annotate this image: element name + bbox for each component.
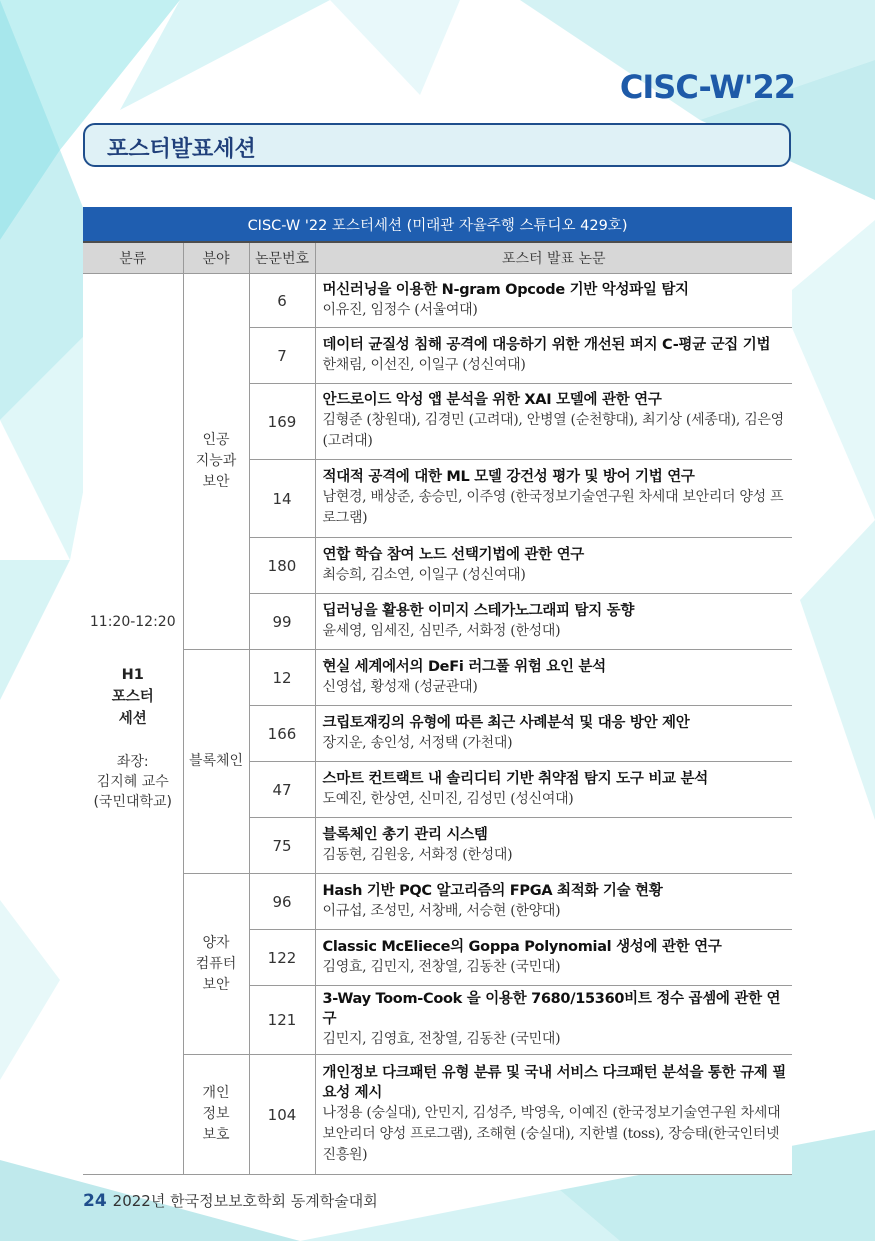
paper-title: 3-Way Toom-Cook 을 이용한 7680/15360비트 정수 곱셈에 관한 연구 <box>322 991 781 1027</box>
paper-cell <box>315 594 792 650</box>
table-row <box>83 1055 792 1175</box>
paper-authors: 도예진, 한상연, 신미진, 김성민 (성신여대) <box>322 790 574 807</box>
paper-title: 스마트 컨트랙트 내 솔리디티 기반 취약점 탐지 도구 비교 분석 <box>322 770 708 787</box>
paper-number: 104 <box>249 1055 315 1175</box>
paper-cell <box>315 274 792 328</box>
footer-text: 2022년 한국정보보호학회 동계학술대회 <box>112 1192 378 1210</box>
field-ai-security: 인공 지능과 보안 <box>183 274 249 650</box>
paper-authors: 한채림, 이선진, 이일구 (성신여대) <box>322 356 526 373</box>
paper-authors: 나정용 (숭실대), 안민지, 김성주, 박영욱, 이예진 (한국정보기술연구원 차세대 보안리더 양성 프로그램), 조해현 (숭실대), 지한별 (toss), 장승태(한국인터넷진흥원) <box>322 1104 781 1163</box>
paper-authors: 남현경, 배상준, 송승민, 이주영 (한국정보기술연구원 차세대 보안리더 양성 프로그램) <box>322 489 784 526</box>
paper-number: 6 <box>249 274 315 328</box>
paper-title: 데이터 균질성 침해 공격에 대응하기 위한 개선된 퍼지 C-평균 군집 기법 <box>322 336 771 353</box>
paper-authors: 최승희, 김소연, 이일구 (성신여대) <box>322 566 526 583</box>
paper-title: 머신러닝을 이용한 N-gram Opcode 기반 악성파일 탐지 <box>322 281 689 298</box>
paper-number: 121 <box>249 986 315 1055</box>
paper-cell <box>315 874 792 930</box>
paper-authors: 김민지, 김영효, 전창열, 김동찬 (국민대) <box>322 1031 561 1047</box>
paper-authors: 김영효, 김민지, 전창열, 김동찬 (국민대) <box>322 958 561 975</box>
paper-authors: 신영섭, 황성재 (성균관대) <box>322 678 478 695</box>
field-privacy: 개인 정보 보호 <box>183 1055 249 1175</box>
table-header <box>83 242 792 274</box>
paper-number: 180 <box>249 538 315 594</box>
paper-cell <box>315 384 792 460</box>
section-title-box <box>83 123 791 167</box>
paper-title: 블록체인 총기 관리 시스템 <box>322 826 488 843</box>
paper-number: 169 <box>249 384 315 460</box>
col-paper: 포스터 발표 논문 <box>315 242 792 274</box>
paper-title: 딥러닝을 활용한 이미지 스테가노그래피 탐지 동향 <box>322 602 635 619</box>
table-row <box>83 650 792 706</box>
page-footer <box>83 1190 378 1211</box>
paper-cell <box>315 460 792 538</box>
paper-authors: 김형준 (창원대), 김경민 (고려대), 안병열 (순천향대), 최기상 (세종대), 김은영 (고려대) <box>322 412 784 449</box>
table-row <box>83 274 792 328</box>
paper-authors: 이유진, 임정수 (서울여대) <box>322 301 478 318</box>
session-banner: CISC-W '22 포스터세션 (미래관 자율주행 스튜디오 429호) <box>83 207 792 242</box>
paper-title: 안드로이드 악성 앱 분석을 위한 XAI 모델에 관한 연구 <box>322 392 662 408</box>
session-name: H1 포스터 세션 <box>111 667 154 727</box>
paper-authors: 윤세영, 임세진, 심민주, 서화정 (한성대) <box>322 622 561 639</box>
paper-number: 14 <box>249 460 315 538</box>
paper-title: 크립토재킹의 유형에 따른 최근 사례분석 및 대응 방안 제안 <box>322 714 690 731</box>
paper-number: 122 <box>249 930 315 986</box>
paper-authors: 장지운, 송인성, 서정택 (가천대) <box>322 734 513 751</box>
paper-authors: 이규섭, 조성민, 서창배, 서승현 (한양대) <box>322 902 561 919</box>
paper-cell <box>315 538 792 594</box>
paper-title: 개인정보 다크패턴 유형 분류 및 국내 서비스 다크패턴 분석을 통한 규제 필요성 제시 <box>322 1064 786 1101</box>
paper-title: 현실 세계에서의 DeFi 러그풀 위험 요인 분석 <box>322 658 606 675</box>
paper-title: Classic McEliece의 Goppa Polynomial 생성에 관한 연구 <box>322 938 722 955</box>
paper-cell <box>315 706 792 762</box>
session-time: 11:20-12:20 <box>89 614 176 630</box>
field-blockchain: 블록체인 <box>183 650 249 874</box>
paper-cell <box>315 986 792 1055</box>
table-row <box>83 874 792 930</box>
paper-cell <box>315 930 792 986</box>
paper-number: 12 <box>249 650 315 706</box>
section-title: 포스터발표세션 <box>107 137 256 162</box>
conference-logo: CISC-W'22 <box>619 68 795 106</box>
poster-session-table <box>83 207 792 1175</box>
paper-number: 7 <box>249 328 315 384</box>
col-category: 분류 <box>83 242 183 274</box>
paper-title: Hash 기반 PQC 알고리즘의 FPGA 최적화 기술 현황 <box>322 882 663 899</box>
paper-title: 연합 학습 참여 노드 선택기법에 관한 연구 <box>322 546 585 563</box>
paper-cell <box>315 650 792 706</box>
col-paper-number: 논문번호 <box>249 242 315 274</box>
page-number: 24 <box>83 1191 107 1211</box>
col-field: 분야 <box>183 242 249 274</box>
field-quantum-security: 양자 컴퓨터 보안 <box>183 874 249 1055</box>
paper-number: 166 <box>249 706 315 762</box>
session-chair: 좌장: 김지혜 교수 (국민대학교) <box>93 754 173 810</box>
paper-authors: 김동현, 김원웅, 서화정 (한성대) <box>322 846 513 863</box>
session-info <box>83 274 183 1175</box>
paper-number: 99 <box>249 594 315 650</box>
paper-number: 47 <box>249 762 315 818</box>
paper-number: 96 <box>249 874 315 930</box>
paper-title: 적대적 공격에 대한 ML 모델 강건성 평가 및 방어 기법 연구 <box>322 469 695 485</box>
paper-cell <box>315 1055 792 1175</box>
paper-cell <box>315 818 792 874</box>
paper-cell <box>315 762 792 818</box>
paper-number: 75 <box>249 818 315 874</box>
paper-cell <box>315 328 792 384</box>
